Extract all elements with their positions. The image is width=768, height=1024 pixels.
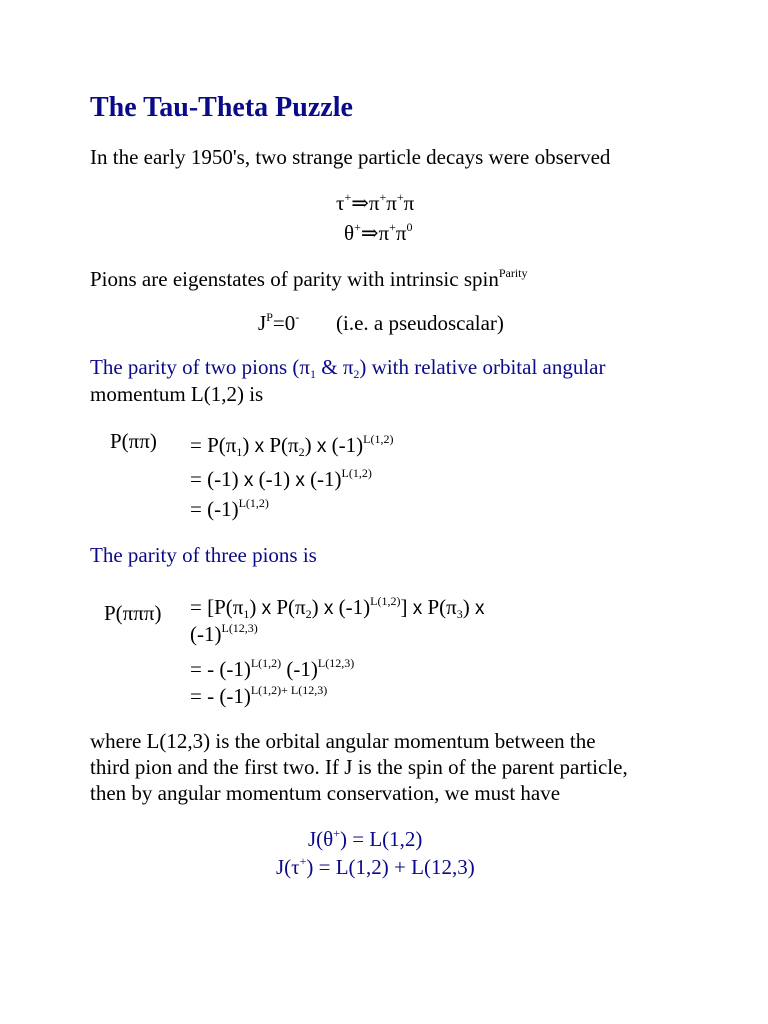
theta-decay-equation: $\theta^+\Rightarrow\pi^+\pi^0$ <box>344 220 413 245</box>
pions-parity-text: Pions are eigenstates of parity with intrinsic spin$^{Parity}$ <box>90 266 528 291</box>
p-two-pion-line2: = (-1) x (-1) x $(-1)^{L(1,2)}$ <box>190 466 372 491</box>
two-pions-text-line1: The parity of two pions ($\pi_1$ & $\pi_2$) with relative orbital angular <box>90 355 606 381</box>
pseudoscalar-note: (i.e. a pseudoscalar) <box>336 311 504 335</box>
page-title: The Tau-Theta Puzzle <box>90 92 353 123</box>
p-three-pion-line1: = [$P(\pi_1)$ x $P(\pi_2)$ x $(-1)^{L(1,2)}$] x $P(\pi_3)$ x <box>190 594 485 621</box>
conservation-tau: J(τ+) = L(1,2) + L(12,3) <box>276 854 475 879</box>
where-text-line2: third pion and the first two. If J is the spin of the parent particle, <box>90 755 628 779</box>
p-three-pion-line2: $(-1)^{L(12,3)}$ <box>190 621 258 646</box>
three-pions-text: The parity of three pions is <box>90 543 317 567</box>
p-two-pion-label: P(ππ) <box>110 429 157 453</box>
p-two-pion-line3: = $(-1)^{L(1,2)}$ <box>190 496 269 521</box>
conservation-theta: J(θ+) = L(1,2) <box>308 826 423 851</box>
intro-text: In the early 1950's, two strange particle decays were observed <box>90 145 611 169</box>
tau-decay-equation: τ+⇒π+π+π <box>336 190 415 215</box>
p-three-pion-line4: = - $(-1)^{L(1,2)+ L(12,3)}$ <box>190 683 328 708</box>
where-text-line1: where L(12,3) is the orbital angular momentum between the <box>90 729 596 753</box>
p-three-pion-line3: = - $(-1)^{L(1,2)}$ $(-1)^{L(12,3)}$ <box>190 656 355 681</box>
where-text-line3: then by angular momentum conservation, we must have <box>90 781 561 805</box>
p-three-pion-label: P(πππ) <box>104 601 162 625</box>
jp-equation: $J^P=0^-$ <box>258 310 300 335</box>
two-pions-text-line2: momentum L(1,2) is <box>90 382 264 406</box>
p-two-pion-line1: = $P(\pi_1)$ x $P(\pi_2)$ x $(-1)^{L(1,2)}$ <box>190 432 394 459</box>
